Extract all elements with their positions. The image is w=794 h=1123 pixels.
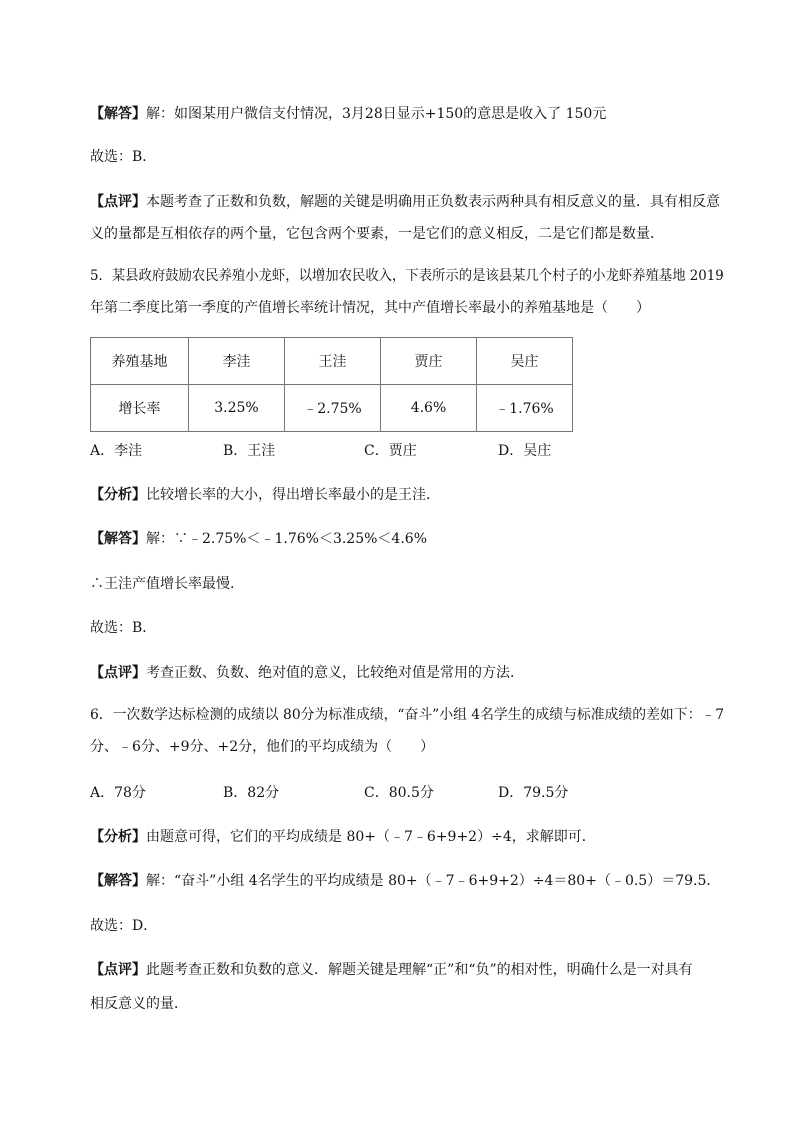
q4-comment-line1 xyxy=(90,192,720,212)
comment-text: 本题考查了正数和负数，解题的关键是明确用正负数表示两种具有相反意义的量．具有相反意 xyxy=(146,194,720,210)
answer-text: 解：∵﹣2.75%＜﹣1.76%＜3.25%＜4.6% xyxy=(146,531,427,547)
option-c: C．80.5分 xyxy=(364,785,434,801)
q6-answer xyxy=(90,871,720,891)
q5-answer xyxy=(90,529,427,549)
analysis-text: 比较增长率的大小，得出增长率最小的是王洼． xyxy=(146,487,440,503)
q6-stem-line2: 分、﹣6分、+9分、+2分，他们的平均成绩为（ ） xyxy=(90,739,435,755)
option-d: D．吴庄 xyxy=(498,443,552,459)
table-cell: 李洼 xyxy=(189,338,285,385)
table-row xyxy=(91,385,573,432)
q6-options xyxy=(90,782,610,802)
answer-tag: 【解答】 xyxy=(90,531,146,547)
growth-rate-table xyxy=(90,337,573,432)
q4-answer xyxy=(90,104,606,124)
analysis-text: 由题意可得，它们的平均成绩是 80+（﹣7﹣6+9+2）÷4，求解即可． xyxy=(146,829,596,845)
q5-stem-line1: 5．某县政府鼓励农民养殖小龙虾，以增加农民收入，下表所示的是该县某几个村子的小龙虾养殖基地 2019 xyxy=(90,268,724,284)
q5-options xyxy=(90,440,610,460)
table-cell: 王洼 xyxy=(285,338,381,385)
option-b: B．82分 xyxy=(223,785,280,801)
table-cell: 3.25% xyxy=(189,385,285,432)
q6-stem-line1: 6．一次数学达标检测的成绩以 80分为标准成绩，“奋斗”小组 4名学生的成绩与标准成绩的差如下：﹣7 xyxy=(90,707,725,723)
q6-choice: 故选：D． xyxy=(90,918,158,934)
answer-text: 解：“奋斗”小组 4名学生的平均成绩是 80+（﹣7﹣6+9+2）÷4＝80+（﹣0.5）＝79.5． xyxy=(146,873,721,889)
table-cell: ﹣2.75% xyxy=(285,385,381,432)
table-header-row xyxy=(91,338,573,385)
q5-therefore: ∴王洼产值增长率最慢. xyxy=(90,576,235,592)
q6-analysis xyxy=(90,827,596,847)
table-cell: 贾庄 xyxy=(381,338,477,385)
q5-comment xyxy=(90,663,524,683)
option-a: A．李洼 xyxy=(90,443,143,459)
q5-analysis xyxy=(90,485,440,505)
answer-tag: 【解答】 xyxy=(90,106,146,122)
table-cell: 增长率 xyxy=(91,385,189,432)
comment-tag: 【点评】 xyxy=(90,194,146,210)
comment-tag: 【点评】 xyxy=(90,962,146,978)
table-cell: 养殖基地 xyxy=(91,338,189,385)
answer-tag: 【解答】 xyxy=(90,873,146,889)
comment-text: 考查正数、负数、绝对值的意义，比较绝对值是常用的方法． xyxy=(146,665,524,681)
q4-choice: 故选：B． xyxy=(90,149,157,165)
table-cell: 4.6% xyxy=(381,385,477,432)
q4-comment-line2: 义的量都是互相依存的两个量，它包含两个要素，一是它们的意义相反，二是它们都是数量． xyxy=(90,226,664,242)
q6-comment-line1 xyxy=(90,960,693,980)
table-cell: ﹣1.76% xyxy=(477,385,573,432)
option-b: B．王洼 xyxy=(223,443,276,459)
q5-stem-line2: 年第二季度比第一季度的产值增长率统计情况，其中产值增长率最小的养殖基地是（ ） xyxy=(90,300,650,316)
table-cell: 吴庄 xyxy=(477,338,573,385)
option-d: D．79.5分 xyxy=(498,785,569,801)
option-c: C．贾庄 xyxy=(364,443,417,459)
q6-comment-line2: 相反意义的量． xyxy=(90,996,188,1012)
option-a: A．78分 xyxy=(90,785,146,801)
comment-tag: 【点评】 xyxy=(90,665,146,681)
answer-text: 解：如图某用户微信支付情况，3月28日显示+150的意思是收入了 150元 xyxy=(146,106,607,122)
q5-choice: 故选：B． xyxy=(90,620,157,636)
comment-text: 此题考查正数和负数的意义．解题关键是理解“正”和“负”的相对性，明确什么是一对具有 xyxy=(146,962,693,978)
analysis-tag: 【分析】 xyxy=(90,487,146,503)
analysis-tag: 【分析】 xyxy=(90,829,146,845)
